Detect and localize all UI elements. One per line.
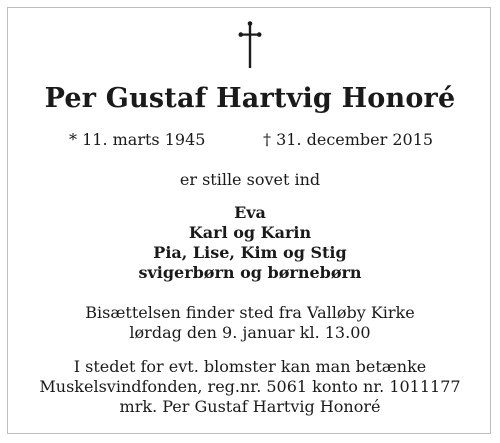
donation-info bbox=[0, 357, 500, 417]
mourners-list bbox=[0, 203, 500, 283]
passing-phrase: er stille sovet ind bbox=[179, 170, 321, 189]
deceased-name: Per Gustaf Hartvig Honoré bbox=[44, 83, 456, 114]
birth-date: * 11. marts 1945 bbox=[69, 130, 206, 149]
funeral-line: Bisættelsen finder sted fra Valløby Kirke bbox=[85, 303, 415, 322]
donation-line: I stedet for evt. blomster kan man betænke bbox=[73, 357, 427, 376]
death-date: † 31. december 2015 bbox=[263, 130, 434, 149]
latin-cross-icon bbox=[238, 20, 262, 70]
donation-line: Muskelsvindfonden, reg.nr. 5061 konto nr. 1011177 bbox=[39, 377, 461, 396]
donation-line: mrk. Per Gustaf Hartvig Honoré bbox=[119, 397, 381, 416]
funeral-line: lørdag den 9. januar kl. 13.00 bbox=[129, 323, 371, 342]
mourner-line: Karl og Karin bbox=[188, 223, 312, 242]
funeral-info bbox=[0, 303, 500, 343]
mourner-line: Pia, Lise, Kim og Stig bbox=[153, 243, 347, 262]
mourner-line: Eva bbox=[234, 203, 266, 222]
mourner-line: svigerbørn og børnebørn bbox=[138, 263, 362, 282]
